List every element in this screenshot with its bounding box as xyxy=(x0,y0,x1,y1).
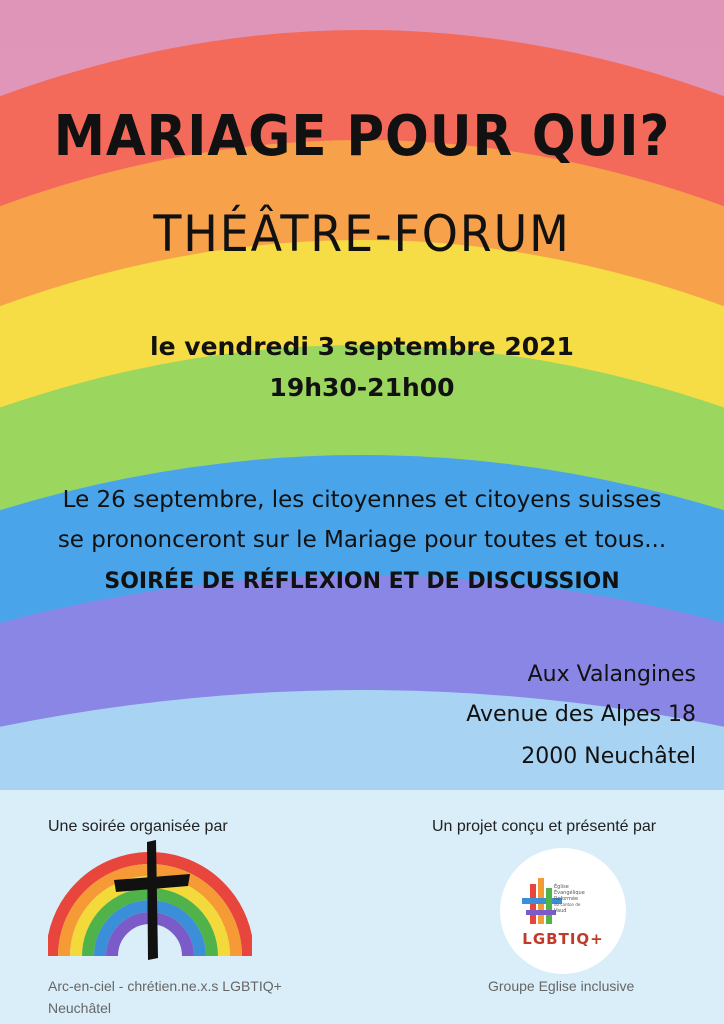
intro-line-3: SOIRÉE DE RÉFLEXION ET DE DISCUSSION xyxy=(104,569,620,594)
organizer-name: Arc-en-ciel - chrétien.ne.x.s LGBTIQ+ xyxy=(48,978,282,994)
rainbow-cross-logo-icon xyxy=(48,840,252,960)
intro-line-1: Le 26 septembre, les citoyennes et citoyens suisses xyxy=(62,487,662,513)
svg-text:du canton de: du canton de xyxy=(554,902,581,907)
event-date: le vendredi 3 septembre 2021 xyxy=(150,332,574,361)
address-venue: Aux Valangines xyxy=(527,662,696,687)
svg-text:Évangélique: Évangélique xyxy=(554,890,585,896)
intro-line-2: se prononceront sur le Mariage pour toutes et tous... xyxy=(57,527,667,553)
partner-name: Groupe Eglise inclusive xyxy=(488,978,635,994)
partner-label: Un projet conçu et présenté par xyxy=(432,818,657,835)
event-time: 19h30-21h00 xyxy=(269,373,455,402)
address-street: Avenue des Alpes 18 xyxy=(466,702,696,727)
svg-text:Réformée: Réformée xyxy=(554,896,579,902)
event-subtitle: THÉÂTRE-FORUM xyxy=(153,205,571,263)
organizer-label: Une soirée organisée par xyxy=(48,818,228,835)
lgbtiq-badge: LGBTIQ+ xyxy=(522,930,604,948)
organizer-city: Neuchâtel xyxy=(48,1000,112,1016)
event-title: MARIAGE POUR QUI? xyxy=(53,104,671,169)
address-city: 2000 Neuchâtel xyxy=(521,744,696,769)
eerv-logo-text: Église xyxy=(554,884,569,890)
eerv-logo-icon xyxy=(500,848,626,974)
svg-text:Vaud: Vaud xyxy=(554,908,567,914)
